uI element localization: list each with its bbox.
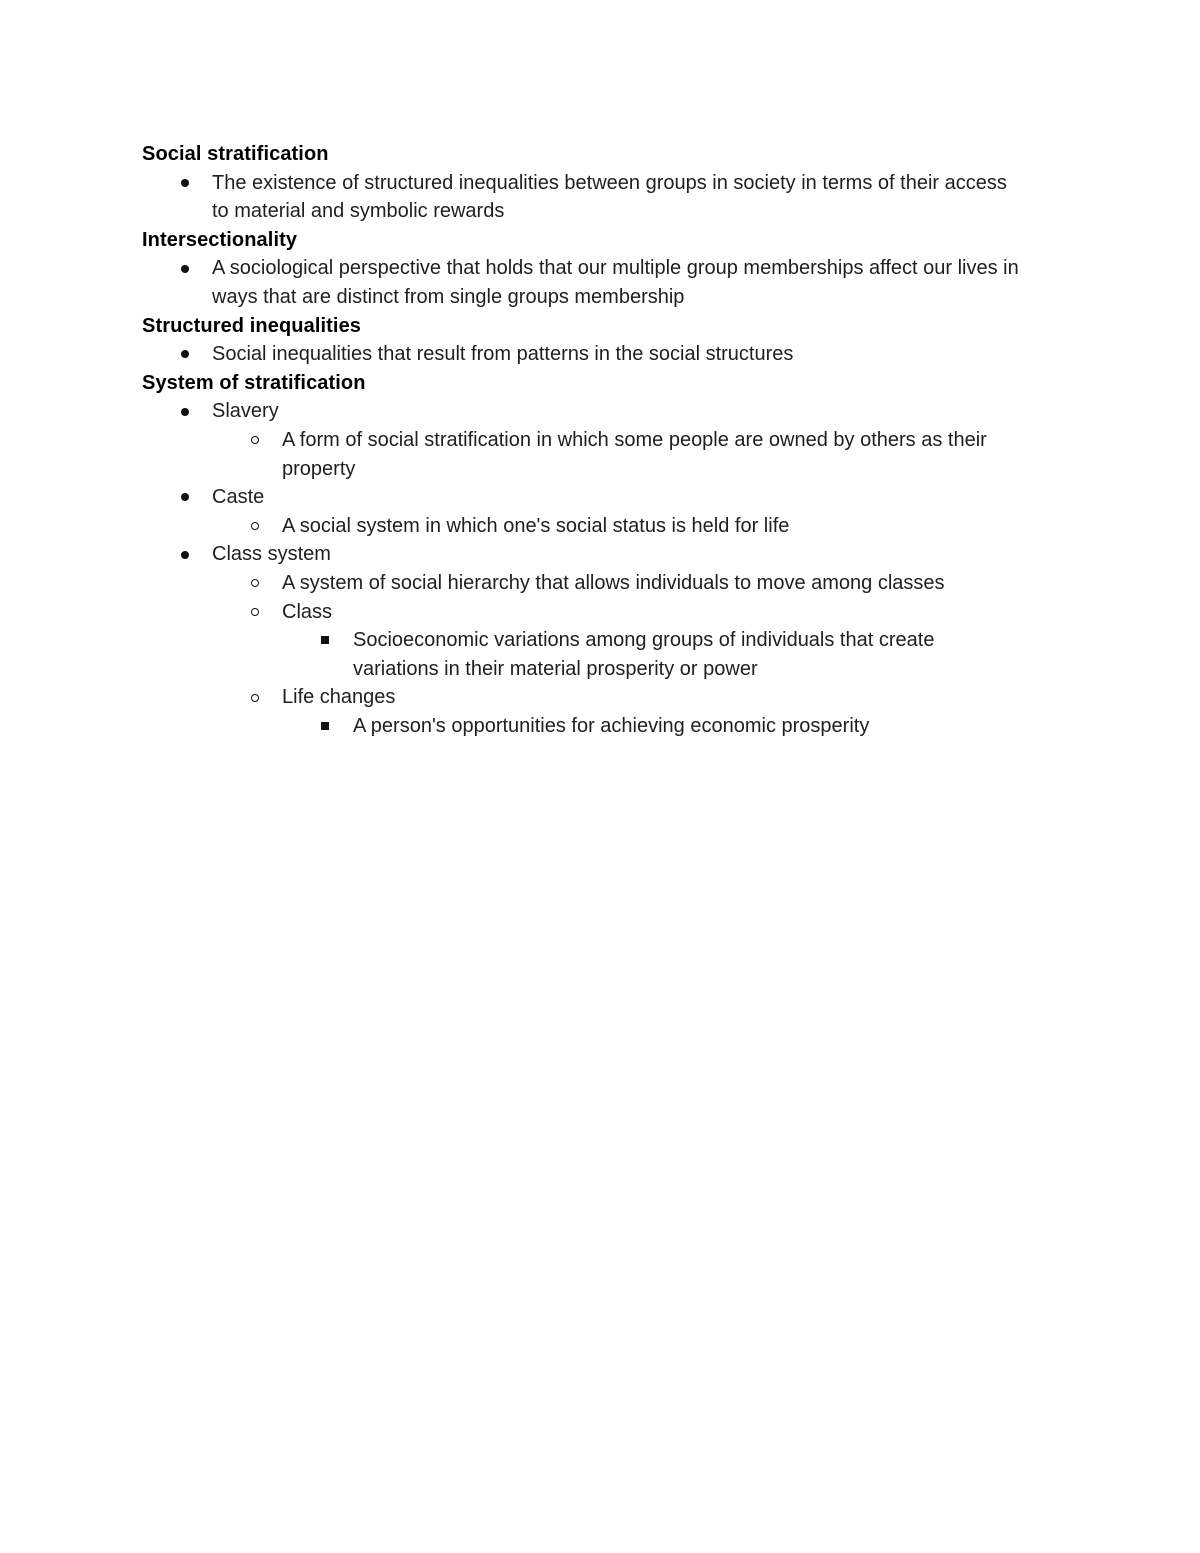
- circle-bullet-icon: [248, 569, 262, 598]
- heading-intersectionality: Intersectionality: [142, 228, 298, 251]
- list-item: [142, 340, 1062, 369]
- square-bullet-icon: [318, 712, 332, 741]
- circle-bullet-icon: [248, 598, 262, 627]
- square-bullet-icon: [318, 626, 332, 655]
- list-item: [142, 712, 1062, 741]
- heading-social-stratification: Social stratification: [142, 143, 329, 165]
- term-label: Class system: [212, 543, 331, 566]
- list-item: [142, 569, 1062, 598]
- list-item-slavery: [142, 397, 1062, 426]
- term-label: Class: [282, 600, 333, 623]
- circle-bullet-icon: [248, 683, 262, 712]
- definition-text: Socioeconomic variations among groups of individuals that create variations in their material prosperity or power: [353, 629, 935, 680]
- disc-bullet-icon: [178, 169, 192, 198]
- circle-bullet-icon: [248, 426, 262, 455]
- list-item-class-system: [142, 540, 1062, 569]
- disc-bullet-icon: [178, 540, 192, 569]
- definition-text: A social system in which one's social status is held for life: [282, 514, 790, 537]
- definition-text: A person's opportunities for achieving economic prosperity: [353, 714, 870, 737]
- list-item: [142, 626, 1062, 683]
- list-item-class: [142, 598, 1062, 627]
- disc-bullet-icon: [178, 483, 192, 512]
- disc-bullet-icon: [178, 340, 192, 369]
- definition-text: Social inequalities that result from patterns in the social structures: [212, 343, 794, 366]
- definition-text: The existence of structured inequalities between groups in society in terms of their access to material and symbolic rewards: [212, 171, 1007, 223]
- list-item: [142, 426, 1062, 483]
- heading-structured-inequalities: Structured inequalities: [142, 314, 362, 337]
- term-label: Slavery: [212, 400, 279, 423]
- list-item-life-changes: [142, 683, 1062, 712]
- list-item: [142, 169, 1062, 226]
- definition-text: A sociological perspective that holds that our multiple group memberships affect our lives in ways that are distinct from single groups membership: [212, 257, 1019, 308]
- list-item: [142, 254, 1062, 311]
- circle-bullet-icon: [248, 512, 262, 541]
- definition-text: A form of social stratification in which some people are owned by others as their property: [282, 428, 987, 480]
- notes-body: [142, 140, 1062, 740]
- disc-bullet-icon: [178, 397, 192, 426]
- term-label: Caste: [212, 486, 265, 509]
- list-item: [142, 512, 1062, 541]
- term-label: Life changes: [282, 686, 396, 709]
- disc-bullet-icon: [178, 254, 192, 283]
- definition-text: A system of social hierarchy that allows individuals to move among classes: [282, 571, 945, 594]
- list-item-caste: [142, 483, 1062, 512]
- heading-system-of-stratification: System of stratification: [142, 371, 366, 394]
